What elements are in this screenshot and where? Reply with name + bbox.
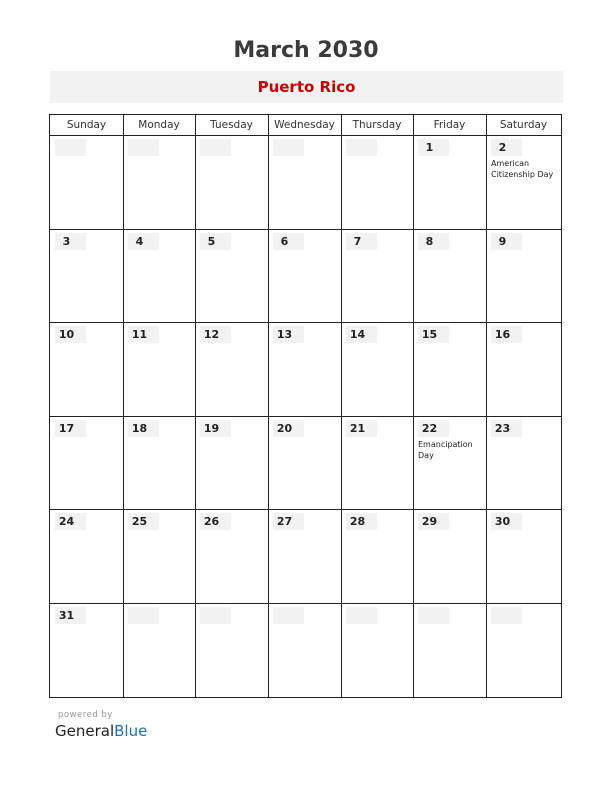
- day-number-box: [200, 326, 231, 343]
- empty-day-cell: [50, 136, 123, 230]
- day-number: 31: [58, 608, 75, 622]
- day-number: 18: [131, 421, 148, 435]
- day-number: [418, 607, 441, 624]
- empty-day-cell: [341, 136, 413, 230]
- day-cell: [268, 230, 341, 324]
- day-number: 8: [425, 234, 434, 248]
- day-number-box: [273, 420, 304, 437]
- day-number: 6: [280, 234, 289, 248]
- day-cell: [268, 510, 341, 604]
- day-number: 15: [421, 328, 438, 341]
- day-cell: [123, 417, 195, 511]
- day-number: 7: [353, 234, 362, 248]
- day-number: 20: [276, 421, 293, 435]
- day-number-box: [418, 607, 449, 624]
- day-cell: [195, 230, 268, 324]
- day-number: 30: [494, 515, 511, 528]
- holiday-label: Emancipation Day: [418, 439, 473, 460]
- day-number: [346, 607, 369, 624]
- day-cell: [123, 323, 195, 417]
- day-number: [200, 139, 223, 156]
- day-number-box: [346, 420, 377, 437]
- day-number-box: [418, 233, 449, 250]
- weekday-header-row: [50, 115, 561, 136]
- day-cell: [50, 604, 123, 698]
- empty-day-cell: [268, 604, 341, 698]
- weekday-monday: Monday: [138, 119, 180, 131]
- day-number: 22: [421, 421, 438, 435]
- day-number-box: [491, 233, 522, 250]
- day-number-box: [128, 233, 159, 250]
- day-cell: [341, 323, 413, 417]
- weekday-thursday: Thursday: [352, 119, 402, 131]
- day-cell: [268, 417, 341, 511]
- day-number-box: [128, 139, 159, 156]
- day-cell: [486, 323, 561, 417]
- day-cell: [486, 136, 561, 230]
- day-number-box: [200, 420, 231, 437]
- day-cell: [341, 230, 413, 324]
- day-cell: [413, 230, 486, 324]
- day-cell: [195, 323, 268, 417]
- weekday-wednesday: Wednesday: [274, 119, 335, 131]
- day-number: 1: [425, 141, 434, 154]
- holiday-label: American Citizenship Day: [491, 159, 554, 179]
- page-title: March 2030: [233, 38, 379, 63]
- day-number: [128, 139, 151, 156]
- day-number: [273, 139, 296, 156]
- day-number-box: [200, 233, 231, 250]
- day-cell: [50, 417, 123, 511]
- day-number-box: [55, 607, 86, 624]
- day-number-box: [491, 420, 522, 437]
- day-cell: [413, 417, 486, 511]
- day-number-box: [346, 233, 377, 250]
- day-number-box: [491, 139, 522, 156]
- day-number-box: [55, 326, 86, 343]
- day-number: 21: [349, 421, 366, 435]
- day-number: 24: [58, 515, 75, 528]
- day-number: 19: [203, 421, 220, 435]
- day-number: 23: [494, 421, 511, 435]
- empty-day-cell: [195, 136, 268, 230]
- day-number-box: [200, 139, 231, 156]
- empty-day-cell: [413, 604, 486, 698]
- day-number-box: [273, 607, 304, 624]
- day-number: 13: [276, 328, 293, 341]
- empty-day-cell: [123, 604, 195, 698]
- day-number: 17: [58, 421, 75, 435]
- day-cell: [50, 230, 123, 324]
- day-number-box: [128, 326, 159, 343]
- day-number: 25: [131, 515, 148, 528]
- empty-day-cell: [341, 604, 413, 698]
- country-name: Puerto Rico: [257, 78, 356, 96]
- day-number-box: [273, 139, 304, 156]
- day-number-box: [273, 513, 304, 530]
- brand-blue: Blue: [114, 722, 148, 740]
- day-number: 29: [421, 515, 438, 528]
- day-number-box: [55, 420, 86, 437]
- brand-logo: [55, 722, 147, 740]
- day-cell: [123, 510, 195, 604]
- day-number: 2: [498, 141, 507, 154]
- empty-day-cell: [268, 136, 341, 230]
- day-cell: [486, 230, 561, 324]
- day-number: 12: [203, 328, 220, 341]
- day-number-box: [418, 513, 449, 530]
- day-number-box: [346, 607, 377, 624]
- day-number: 5: [207, 234, 216, 248]
- weekday-tuesday: Tuesday: [210, 119, 253, 131]
- day-number: 9: [498, 234, 507, 248]
- powered-by-label: powered by: [58, 710, 113, 720]
- day-number-box: [128, 420, 159, 437]
- empty-day-cell: [195, 604, 268, 698]
- day-number: 11: [131, 328, 148, 341]
- day-number: 28: [349, 515, 366, 528]
- day-cell: [413, 323, 486, 417]
- day-cell: [486, 510, 561, 604]
- day-number-box: [273, 326, 304, 343]
- weekday-sunday: Sunday: [66, 119, 107, 131]
- day-number: [346, 139, 369, 156]
- day-number-box: [55, 513, 86, 530]
- day-cell: [341, 510, 413, 604]
- day-number-box: [200, 513, 231, 530]
- day-number-box: [491, 513, 522, 530]
- day-number-box: [418, 326, 449, 343]
- day-cell: [195, 417, 268, 511]
- day-number: [55, 139, 78, 156]
- day-number-box: [55, 233, 86, 250]
- day-number-box: [418, 420, 449, 437]
- calendar-grid: [49, 114, 562, 698]
- day-cell: [341, 417, 413, 511]
- day-cell: [486, 417, 561, 511]
- day-number: [128, 607, 151, 624]
- day-number-box: [346, 326, 377, 343]
- empty-day-cell: [123, 136, 195, 230]
- day-number: [273, 607, 296, 624]
- empty-day-cell: [486, 604, 561, 698]
- day-cell: [413, 510, 486, 604]
- day-number-box: [491, 326, 522, 343]
- day-cell: [50, 323, 123, 417]
- day-number-box: [200, 607, 231, 624]
- day-number-box: [491, 607, 522, 624]
- weekday-saturday: Saturday: [499, 119, 548, 131]
- weekday-friday: Friday: [433, 119, 466, 131]
- day-number: 4: [135, 234, 144, 248]
- day-number-box: [346, 139, 377, 156]
- day-number: 27: [276, 515, 293, 528]
- day-number-box: [128, 513, 159, 530]
- day-number: [200, 607, 223, 624]
- day-number: 14: [349, 328, 366, 341]
- brand-general: General: [55, 722, 115, 740]
- day-number-box: [418, 139, 449, 156]
- day-number: 3: [62, 234, 71, 248]
- day-number-box: [273, 233, 304, 250]
- day-cell: [123, 230, 195, 324]
- day-number-box: [55, 139, 86, 156]
- day-number-box: [128, 607, 159, 624]
- country-banner: [50, 71, 563, 103]
- day-cell: [268, 323, 341, 417]
- day-cell: [195, 510, 268, 604]
- day-cell: [413, 136, 486, 230]
- day-cell: [50, 510, 123, 604]
- day-number: 26: [203, 515, 220, 528]
- day-number: [491, 607, 514, 624]
- day-number-box: [346, 513, 377, 530]
- day-number: 10: [58, 328, 75, 341]
- day-number: 16: [494, 328, 511, 341]
